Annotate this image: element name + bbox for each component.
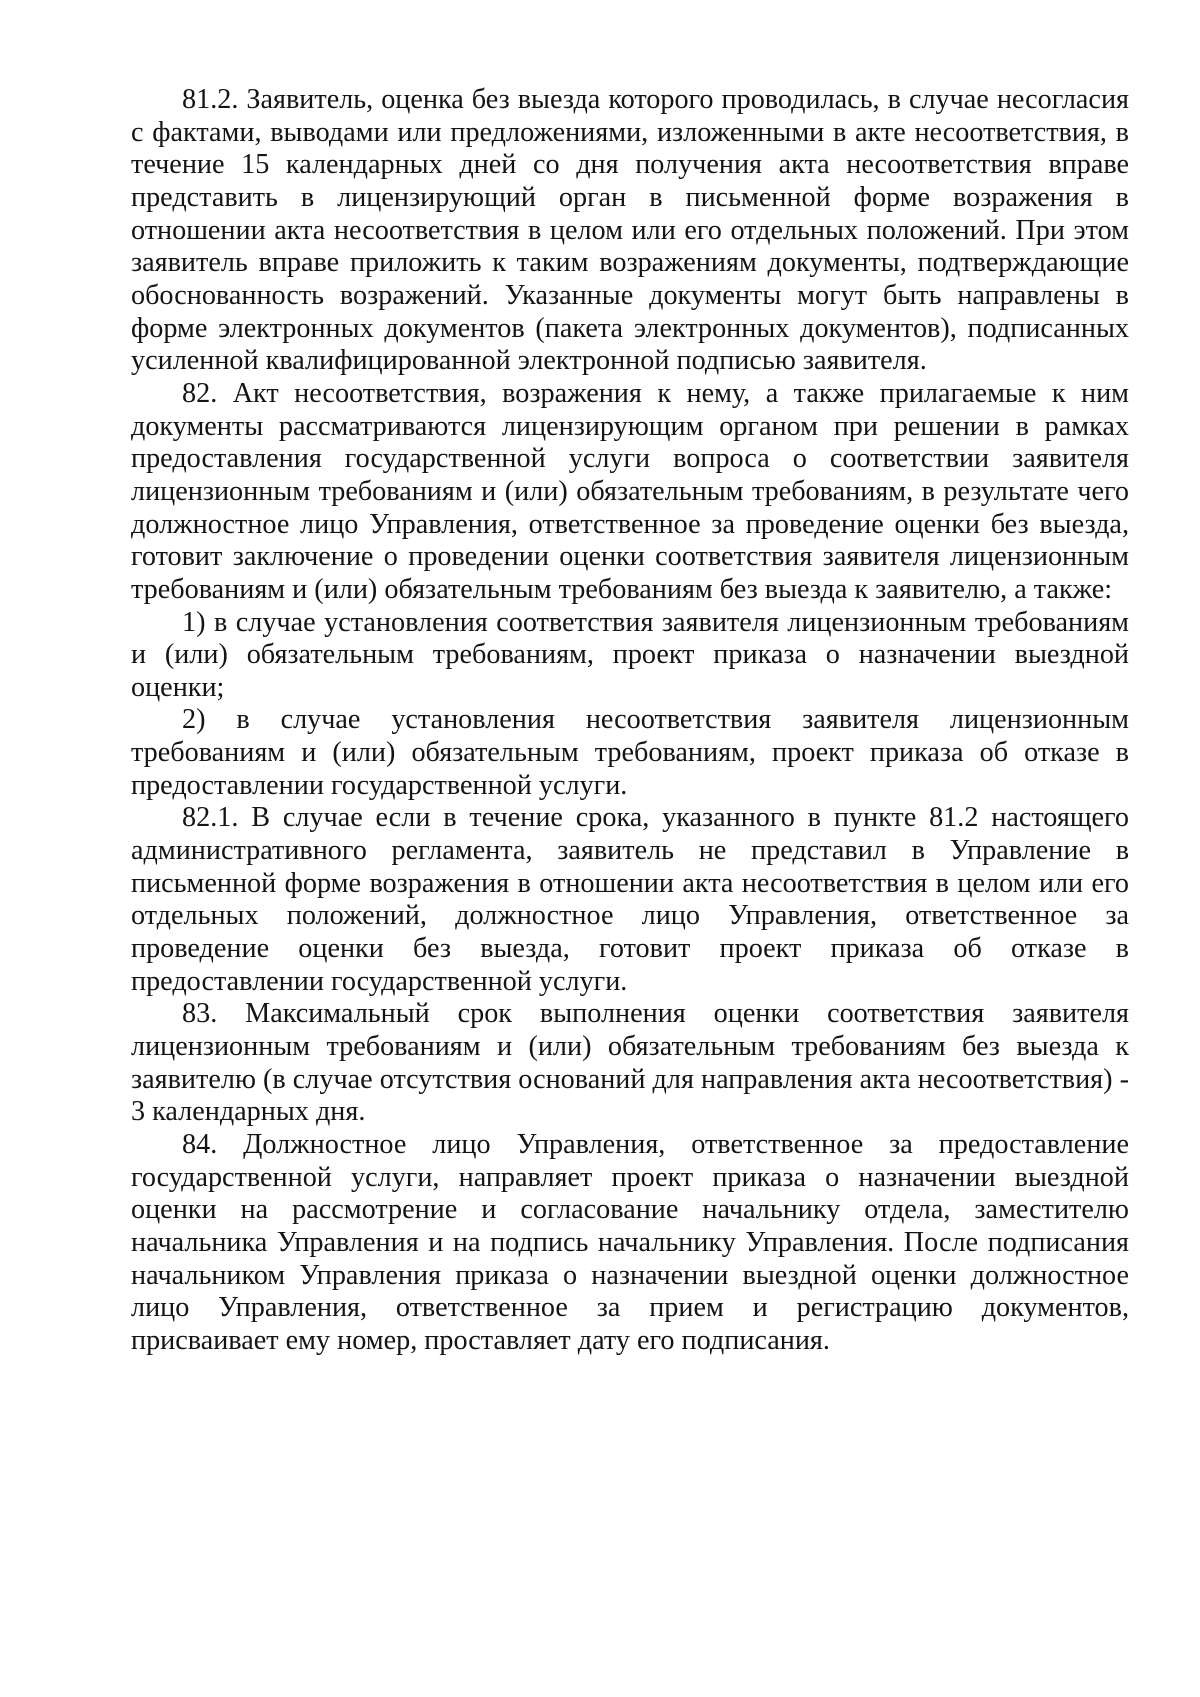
list-item-82-2: 2) в случае установления несоответствия заявителя лицензионным требованиям и (или) обязательным требованиям, проект приказа об отказе в предоставлении государственной услуги. (131, 704, 1129, 801)
list-item-82-1: 1) в случае установления соответствия заявителя лицензионным требованиям и (или) обязательным требованиям, проект приказа о назначении выездной оценки; (131, 606, 1129, 703)
paragraph-82: 82. Акт несоответствия, возражения к нему, а также прилагаемые к ним документы рассматриваются лицензирующим органом при решении в рамках предоставления государственной услуги вопроса о соответствии заявителя лицензионным требованиям и (или) обязательным требованиям, в результате чего должностное лицо Управления, ответственное за проведение оценки без выезда, готовит заключение о проведении оценки соответствия заявителя лицензионным требованиям и (или) обязательным требованиям без выезда к заявителю, а также: (131, 377, 1129, 605)
paragraph-83: 83. Максимальный срок выполнения оценки соответствия заявителя лицензионным требованиям и (или) обязательным требованиям без выезда к заявителю (в случае отсутствия оснований для направления акта несоответствия) - 3 календарных дня. (131, 998, 1129, 1128)
paragraph-84: 84. Должностное лицо Управления, ответственное за предоставление государственной услуги, направляет проект приказа о назначении выездной оценки на рассмотрение и согласование начальнику отдела, заместителю начальника Управления и на подпись начальнику Управления. После подписания начальником Управления приказа о назначении выездной оценки должностное лицо Управления, ответственное за прием и регистрацию документов, присваивает ему номер, проставляет дату его подписания. (131, 1129, 1129, 1356)
document-body (131, 84, 1129, 1358)
paragraph-82-1: 82.1. В случае если в течение срока, указанного в пункте 81.2 настоящего административного регламента, заявитель не представил в Управление в письменной форме возражения в отношении акта несоответствия в целом или его отдельных положений, должностное лицо Управления, ответственное за проведение оценки без выезда, готовит проект приказа об отказе в предоставлении государственной услуги. (131, 802, 1129, 997)
paragraph-81-2: 81.2. Заявитель, оценка без выезда которого проводилась, в случае несогласия с фактами, выводами или предложениями, изложенными в акте несоответствия, в течение 15 календарных дней со дня получения акта несоответствия вправе представить в лицензирующий орган в письменной форме возражения в отношении акта несоответствия в целом или его отдельных положений. При этом заявитель вправе приложить к таким возражениям документы, подтверждающие обоснованность возражений. Указанные документы могут быть направлены в форме электронных документов (пакета электронных документов), подписанных усиленной квалифицированной электронной подписью заявителя. (131, 84, 1129, 377)
